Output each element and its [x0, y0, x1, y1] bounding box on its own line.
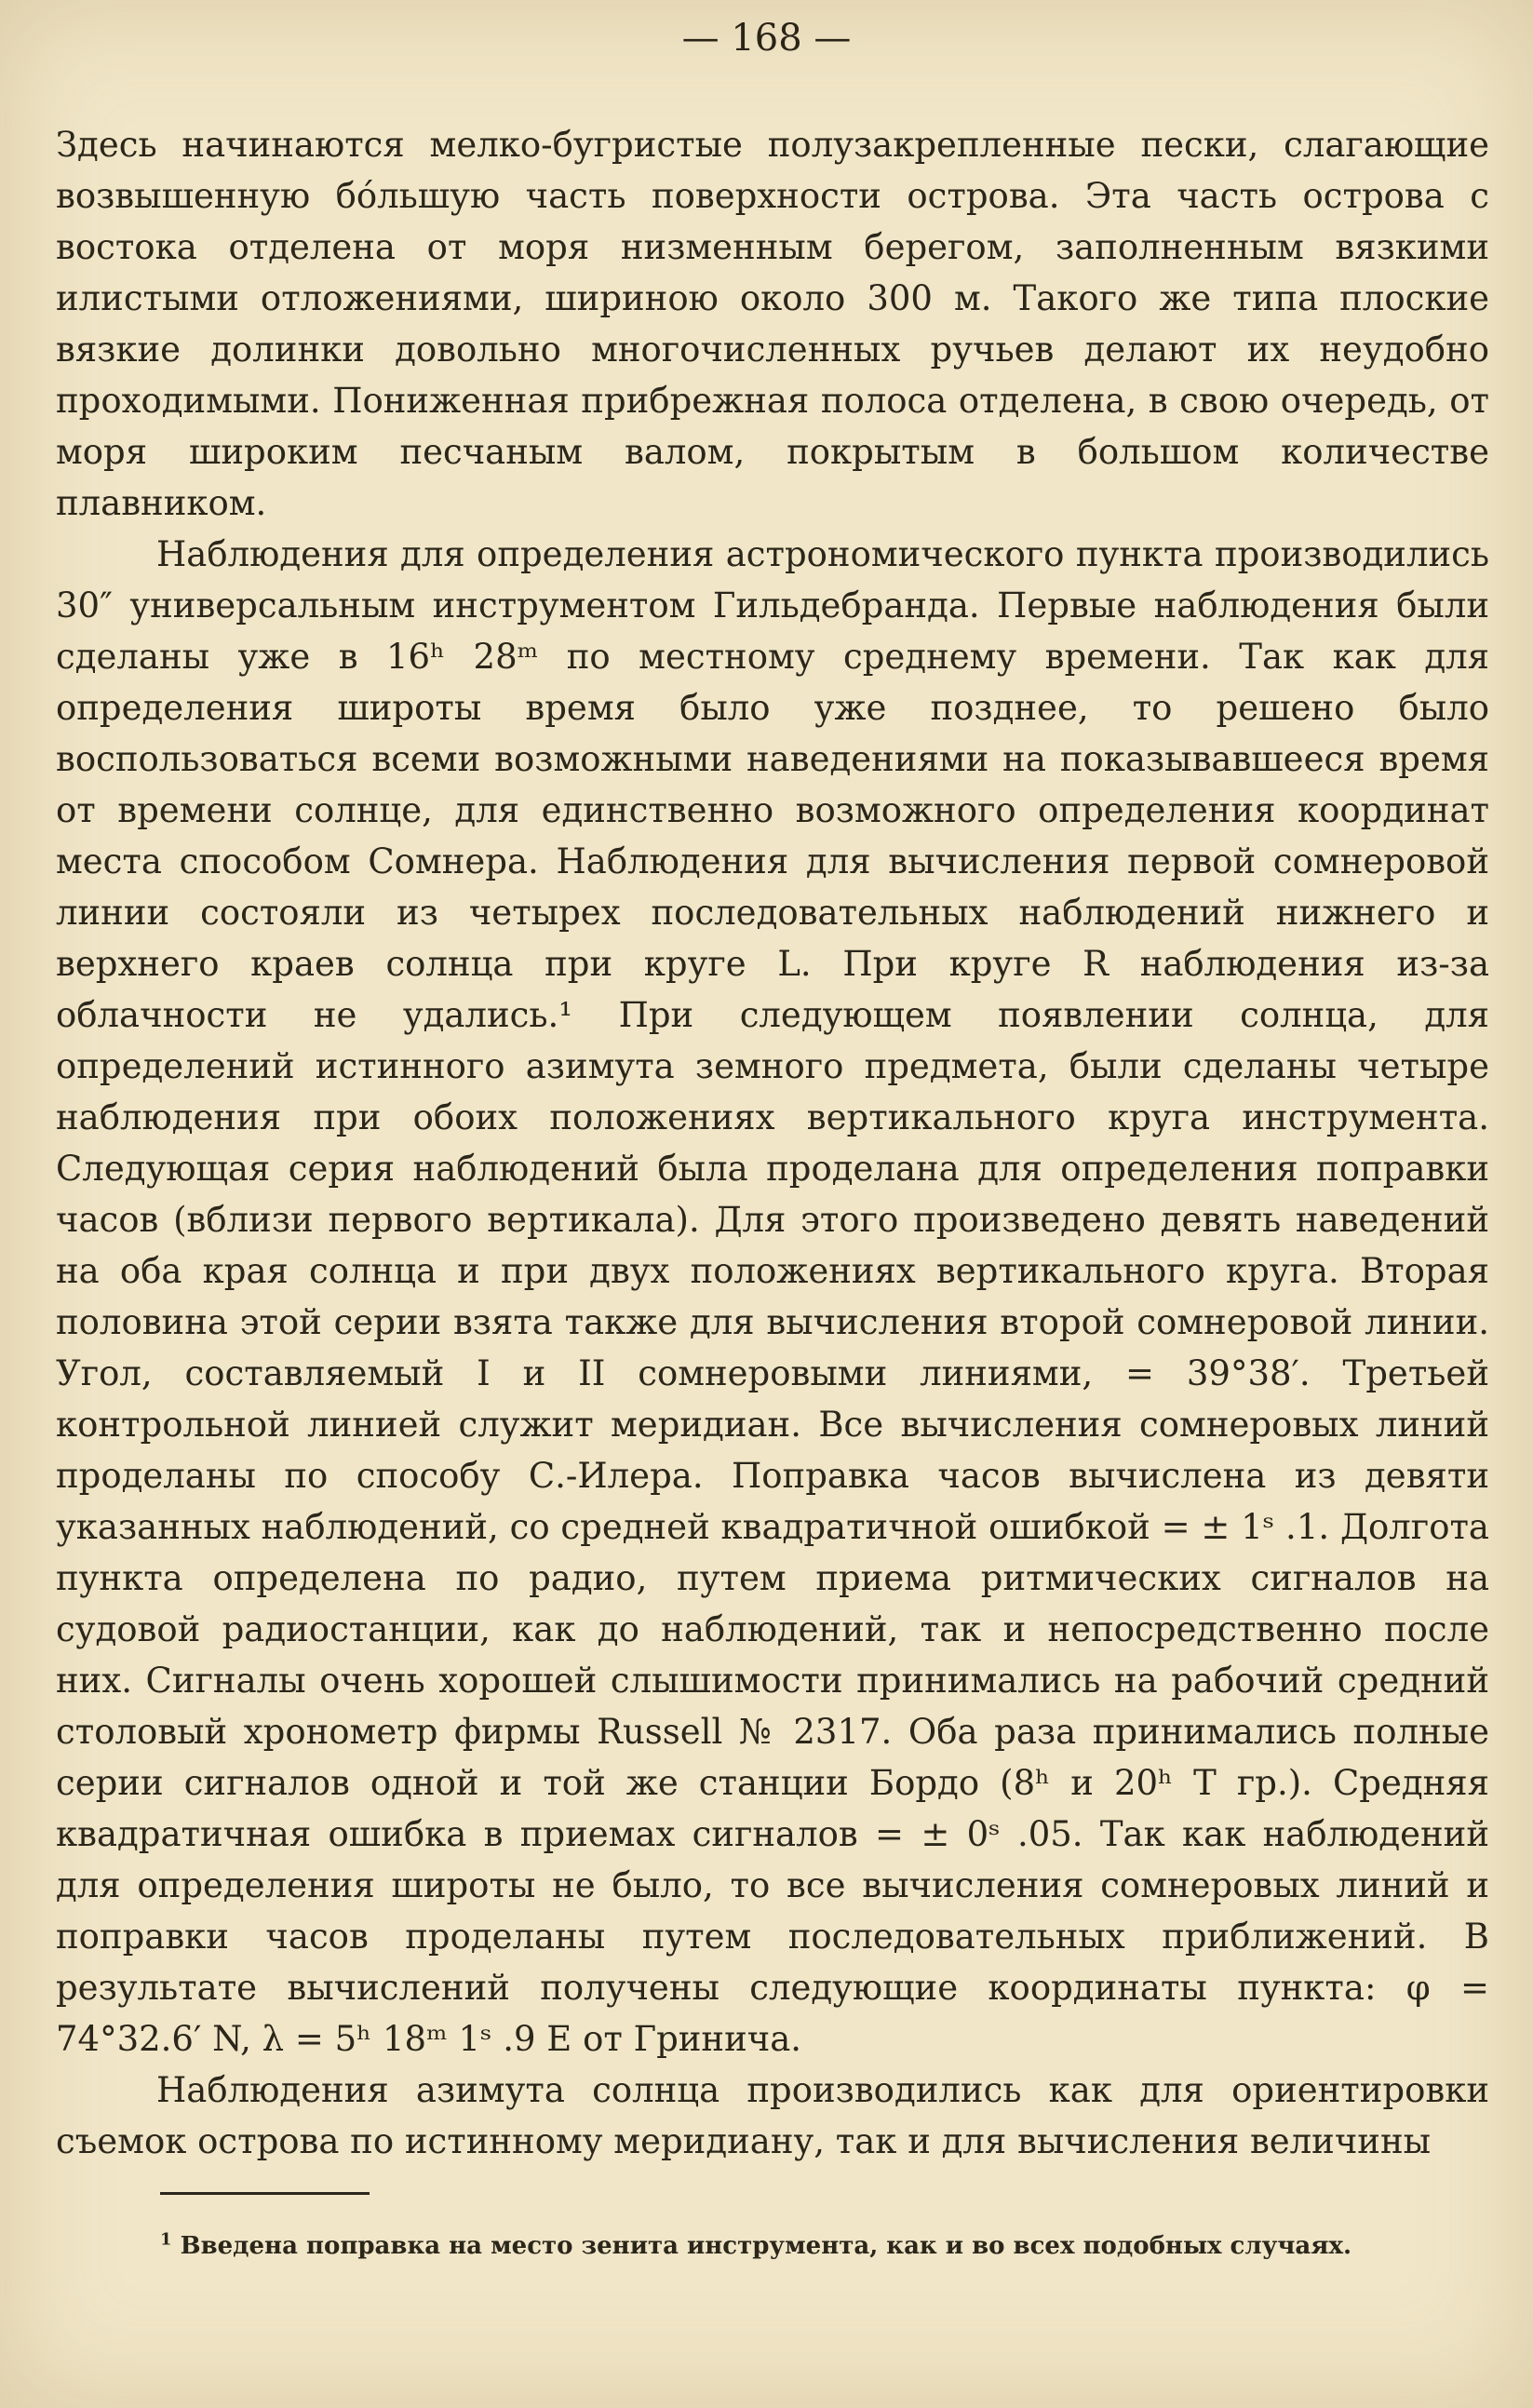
- main-text: [56, 119, 1489, 2167]
- paragraph-1: Здесь начинаются мелко-бугристые полузакрепленные пески, слагающие возвышенную бóльшую часть поверхности острова. Эта часть острова с востока отделена от моря низменным берегом, заполненным вязкими илистыми отложениями, шириною около 300 м. Такого же типа плоские вязкие долинки довольно многочисленных ручьев делают их неудобно проходимыми. Пониженная прибрежная полоса отделена, в свою очередь, от моря широким песчаным валом, покрытым в большом количестве плавником.: [56, 125, 1489, 523]
- paragraph-2: Наблюдения для определения астрономического пункта производились 30″ универсальным инструментом Гильдебранда. Первые наблюдения были сделаны уже в 16ʰ 28ᵐ по местному среднему времени. Так как для определения широты время было уже позднее, то решено было воспользоваться всеми возможными наведениями на показывавшееся время от времени солнце, для единственно возможного определения координат места способом Сомнера. Наблюдения для вычисления первой сомнеровой линии состояли из четырех последовательных наблюдений нижнего и верхнего краев солнца при круге L. При круге R наблюдения из-за облачности не удались.¹ При следующем появлении солнца, для определений истинного азимута земного предмета, были сделаны четыре наблюдения при обоих положениях вертикального круга инструмента. Следующая серия наблюдений была проделана для определения поправки часов (вблизи первого вертикала). Для этого произведено девять наведений на оба края солнца и при двух положениях вертикального круга. Вторая половина этой серии взята также для вычисления второй сомнеровой линии. Угол, составляемый I и II сомнеровыми линиями, = 39°38′. Третьей контрольной линией служит меридиан. Все вычисления сомнеровых линий проделаны по способу С.-Илера. Поправка часов вычислена из девяти указанных наблюдений, со средней квадратичной ошибкой = ± 1ˢ .1. Долгота пункта определена по радио, путем приема ритмических сигналов на судовой радиостанции, как до наблюдений, так и непосредственно после них. Сигналы очень хорошей слышимости принимались на рабочий средний столовый хронометр фирмы Russell № 2317. Оба раза принимались полные серии сигналов одной и той же станции Бордо (8ʰ и 20ʰ Т гр.). Средняя квадратичная ошибка в приемах сигналов = ± 0ˢ .05. Так как наблюдений для определения широты не было, то все вычисления сомнеровых линий и поправки часов проделаны путем последовательных приближений. В результате вычислений получены следующие координаты пункта: φ = 74°32.6′ N, λ = 5ʰ 18ᵐ 1ˢ .9 E от Гринича.: [56, 534, 1489, 2059]
- page-number: — 168 —: [681, 17, 852, 60]
- footnote-mark: 1: [160, 2229, 172, 2250]
- footnote-divider: [160, 2192, 370, 2195]
- footnote-text: Введена поправка на место зенита инструмента, как и во всех подобных случаях.: [180, 2232, 1352, 2260]
- paragraph-3: Наблюдения азимута солнца производились как для ориентировки съемок острова по истинному меридиану, так и для вычисления величины: [56, 2070, 1489, 2161]
- footnote: [160, 2229, 1482, 2263]
